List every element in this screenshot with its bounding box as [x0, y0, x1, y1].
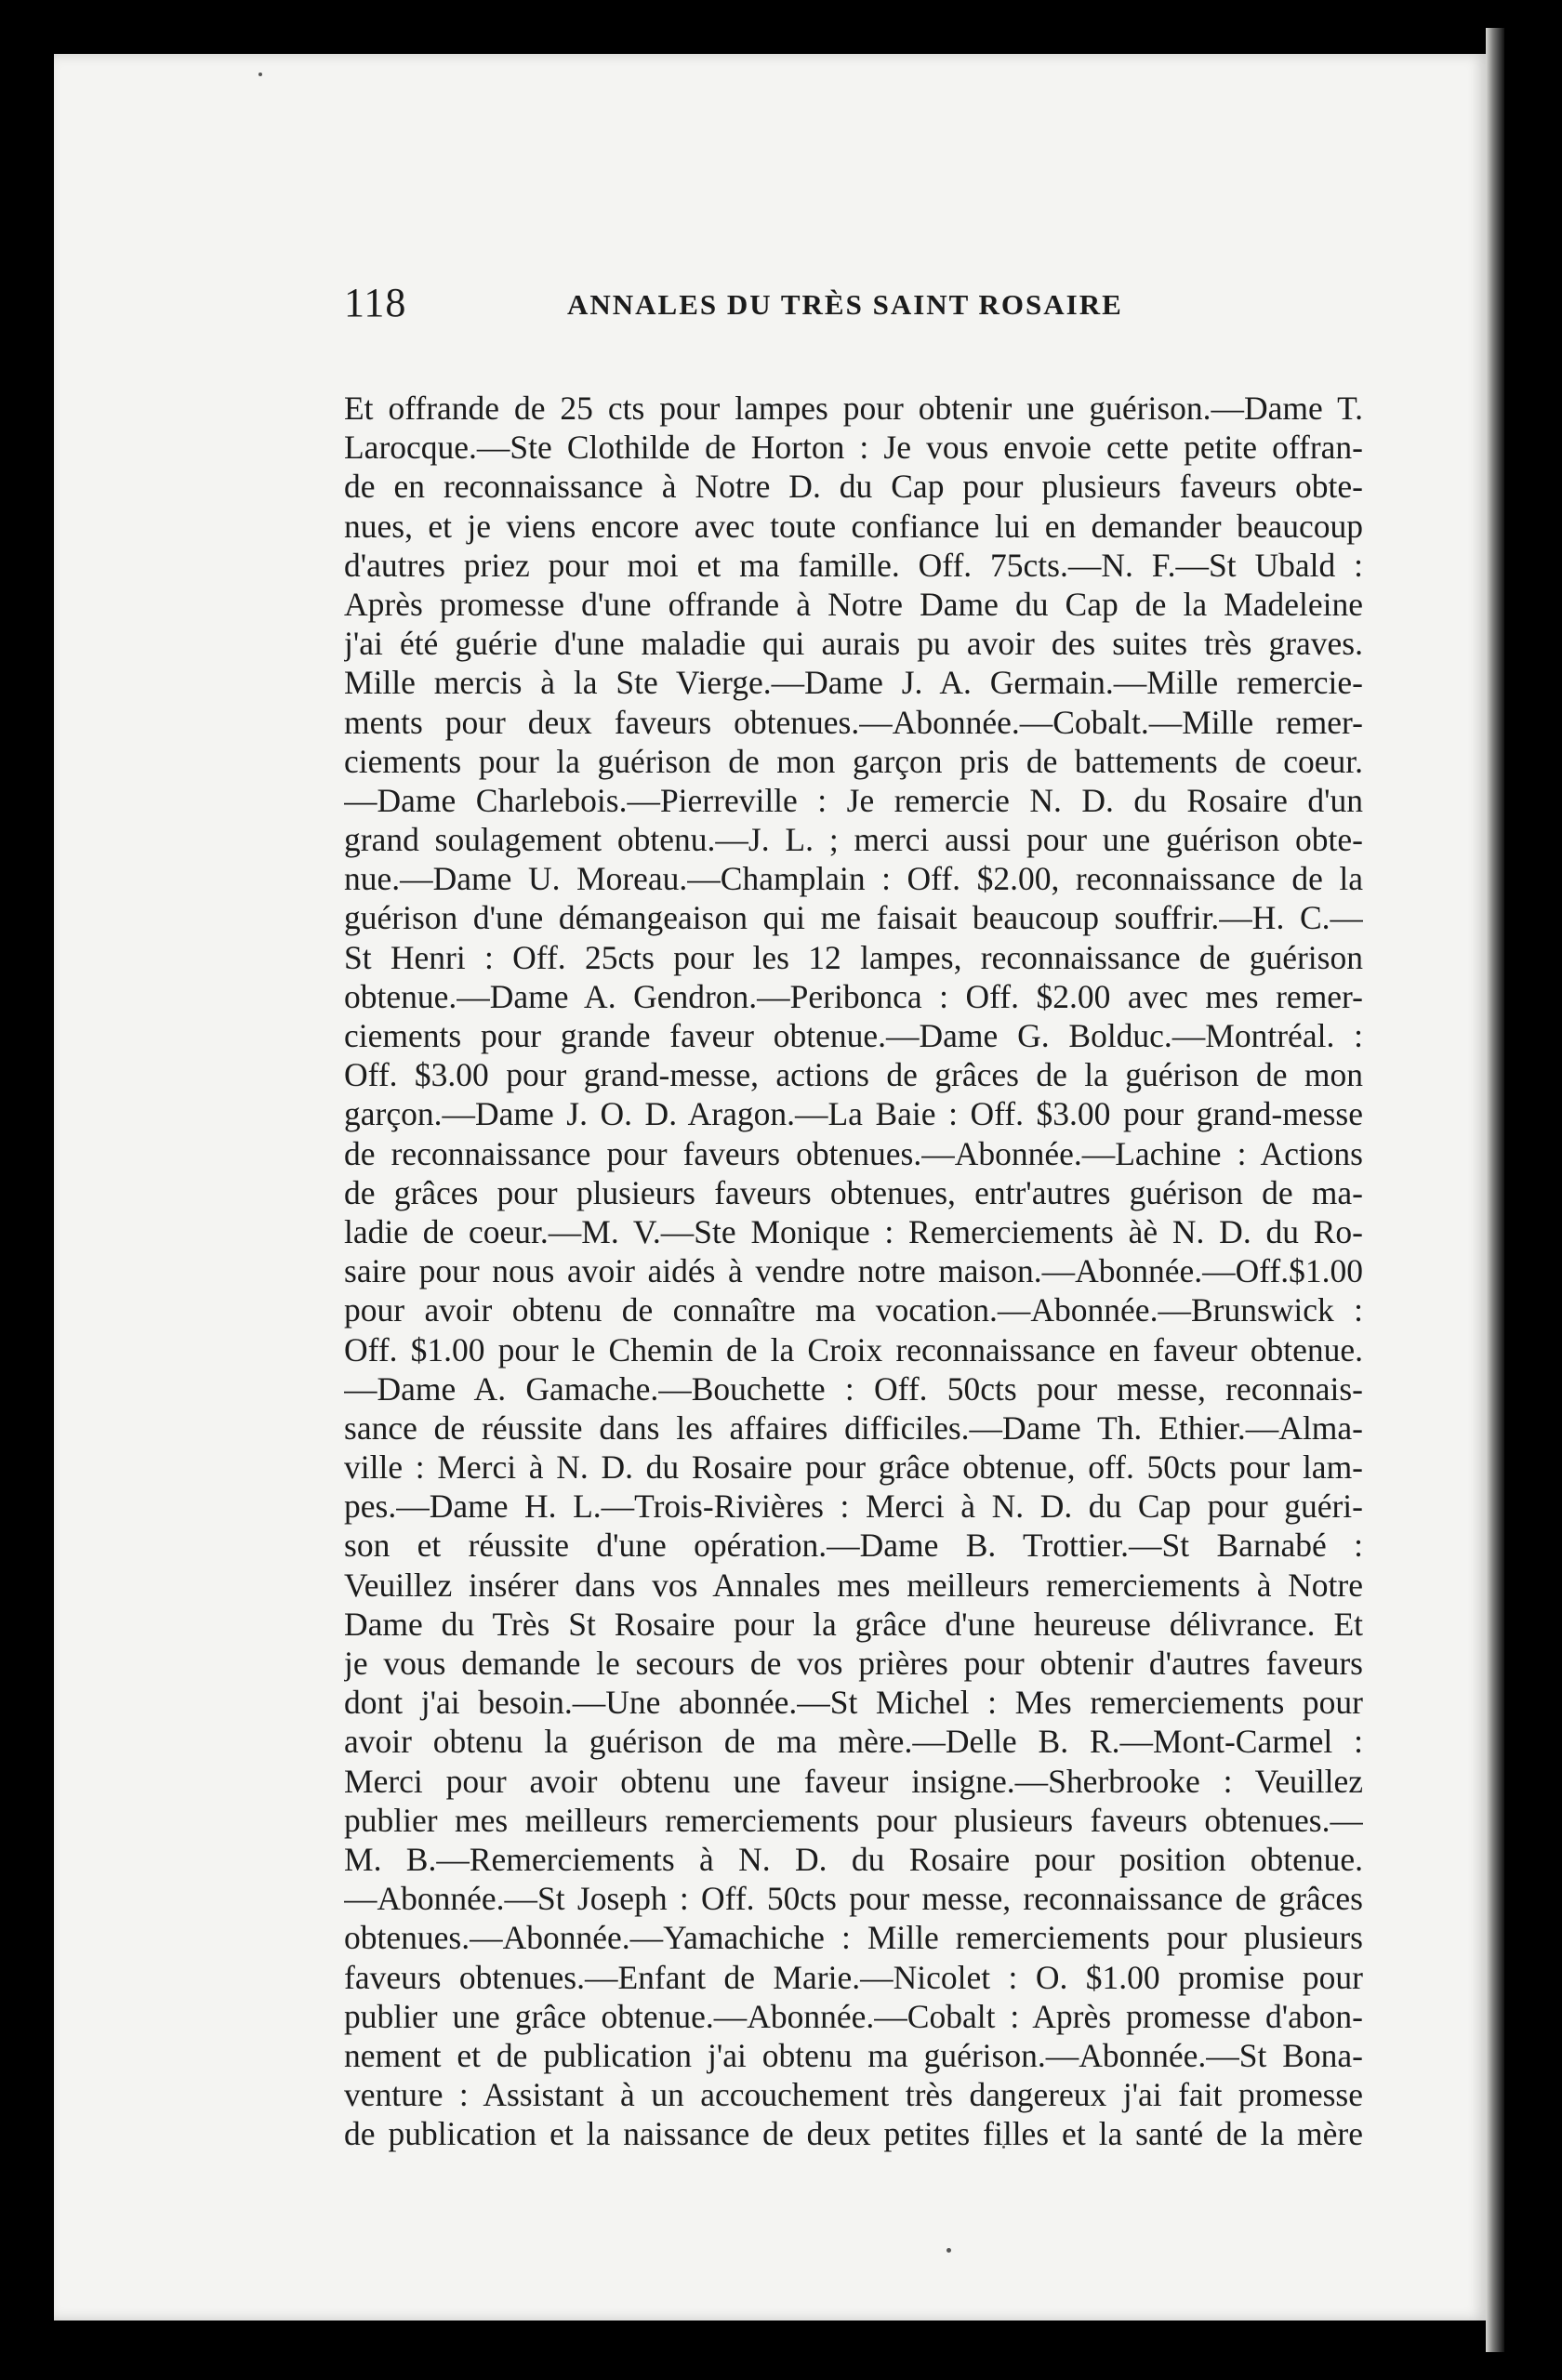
text-line: —Dame A. Gamache.—Bouchette : Off. 50cts pour messe, reconnais- — [344, 1369, 1363, 1408]
text-line: Après promesse d'une offrande à Notre Dame du Cap de la Madeleine — [344, 585, 1363, 623]
text-line: St Henri : Off. 25cts pour les 12 lampes, reconnaissance de guérison — [344, 938, 1363, 976]
text-line: Larocque.—Ste Clothilde de Horton : Je vous envoie cette petite offran- — [344, 429, 1363, 467]
text-line: Off. $1.00 pour le Chemin de la Croix reconnaissance en faveur obtenue. — [344, 1330, 1363, 1368]
text-line: son et réussite d'une opération.—Dame B. Trottier.—St Barnabé : — [344, 1527, 1363, 1565]
text-line: pes.—Dame H. L.—Trois-Rivières : Merci à N. D. du Cap pour guéri- — [344, 1488, 1363, 1526]
book-spine-edge — [1486, 28, 1504, 2352]
text-line: ladie de coeur.—M. V.—Ste Monique : Remerciements àè N. D. du Ro- — [344, 1212, 1363, 1250]
text-line: nues, et je viens encore avec toute confiance lui en demander beaucoup — [344, 507, 1363, 545]
text-line: garçon.—Dame J. O. D. Aragon.—La Baie : Off. $3.00 pour grand-messe — [344, 1095, 1363, 1133]
text-line: faveurs obtenues.—Enfant de Marie.—Nicolet : O. $1.00 promise pour — [344, 1958, 1363, 1996]
text-line: de en reconnaissance à Notre D. du Cap pour plusieurs faveurs obte- — [344, 468, 1363, 506]
text-line: Dame du Très St Rosaire pour la grâce d'une heureuse délivrance. Et — [344, 1605, 1363, 1643]
text-line: —Abonnée.—St Joseph : Off. 50cts pour messe, reconnaissance de grâces — [344, 1880, 1363, 1918]
body-text — [344, 389, 1363, 2153]
text-line: sance de réussite dans les affaires difficiles.—Dame Th. Ethier.—Alma- — [344, 1408, 1363, 1447]
text-line: ville : Merci à N. D. du Rosaire pour grâce obtenue, off. 50cts pour lam- — [344, 1448, 1363, 1487]
text-line: —Dame Charlebois.—Pierreville : Je remercie N. D. du Rosaire d'un — [344, 781, 1363, 819]
text-line: publier mes meilleurs remerciements pour plusieurs faveurs obtenues.— — [344, 1801, 1363, 1839]
text-line: publier une grâce obtenue.—Abonnée.—Cobalt : Après promesse d'abon- — [344, 1997, 1363, 2035]
text-line: de publication et la naissance de deux petites filles et la santé de la mère — [344, 2115, 1363, 2153]
text-line: venture : Assistant à un accouchement très dangereux j'ai fait promesse — [344, 2076, 1363, 2114]
text-line: grand soulagement obtenu.—J. L. ; merci aussi pour une guérison obte- — [344, 821, 1363, 859]
text-line: saire pour nous avoir aidés à vendre notre maison.—Abonnée.—Off.$1.00 — [344, 1252, 1363, 1290]
text-line: Off. $3.00 pour grand-messe, actions de grâces de la guérison de mon — [344, 1056, 1363, 1094]
paper-speck — [258, 73, 262, 76]
text-line: ciements pour grande faveur obtenue.—Dame G. Bolduc.—Montréal. : — [344, 1017, 1363, 1054]
text-line: guérison d'une démangeaison qui me faisait beaucoup souffrir.—H. C.— — [344, 899, 1363, 937]
text-line: nue.—Dame U. Moreau.—Champlain : Off. $2.00, reconnaissance de la — [344, 860, 1363, 898]
text-line: obtenue.—Dame A. Gendron.—Peribonca : Off. $2.00 avec mes remer- — [344, 977, 1363, 1015]
text-line: Merci pour avoir obtenu une faveur insigne.—Sherbrooke : Veuillez — [344, 1762, 1363, 1800]
page-header — [344, 279, 1367, 335]
text-line: dont j'ai besoin.—Une abonnée.—St Michel : Mes remerciements pour — [344, 1684, 1363, 1722]
text-line: pour avoir obtenu de connaître ma vocation.—Abonnée.—Brunswick : — [344, 1291, 1363, 1329]
text-line: d'autres priez pour moi et ma famille. Off. 75cts.—N. F.—St Ubald : — [344, 546, 1363, 584]
paper-speck — [946, 2248, 951, 2253]
text-line: avoir obtenu la guérison de ma mère.—Delle B. R.—Mont-Carmel : — [344, 1723, 1363, 1761]
text-line: ciements pour la guérison de mon garçon pris de battements de coeur. — [344, 742, 1363, 780]
text-line: nement et de publication j'ai obtenu ma guérison.—Abonnée.—St Bona- — [344, 2036, 1363, 2074]
text-line: de grâces pour plusieurs faveurs obtenues, entr'autres guérison de ma- — [344, 1173, 1363, 1211]
running-head: ANNALES DU TRÈS SAINT ROSAIRE — [567, 288, 1123, 321]
text-line: je vous demande le secours de vos prières pour obtenir d'autres faveurs — [344, 1645, 1363, 1682]
text-line: Mille mercis à la Ste Vierge.—Dame J. A. Germain.—Mille remercie- — [344, 664, 1363, 702]
text-line: obtenues.—Abonnée.—Yamachiche : Mille remerciements pour plusieurs — [344, 1919, 1363, 1957]
text-line: Veuillez insérer dans vos Annales mes meilleurs remerciements à Notre — [344, 1566, 1363, 1604]
text-line: M. B.—Remerciements à N. D. du Rosaire pour position obtenue. — [344, 1840, 1363, 1878]
text-line: de reconnaissance pour faveurs obtenues.—Abonnée.—Lachine : Actions — [344, 1134, 1363, 1172]
text-line: Et offrande de 25 cts pour lampes pour obtenir une guérison.—Dame T. — [344, 390, 1363, 427]
text-line: ments pour deux faveurs obtenues.—Abonnée.—Cobalt.—Mille remer- — [344, 703, 1363, 741]
page-number: 118 — [344, 280, 407, 325]
text-line: j'ai été guérie d'une maladie qui aurais pu avoir des suites très graves. — [344, 625, 1363, 663]
